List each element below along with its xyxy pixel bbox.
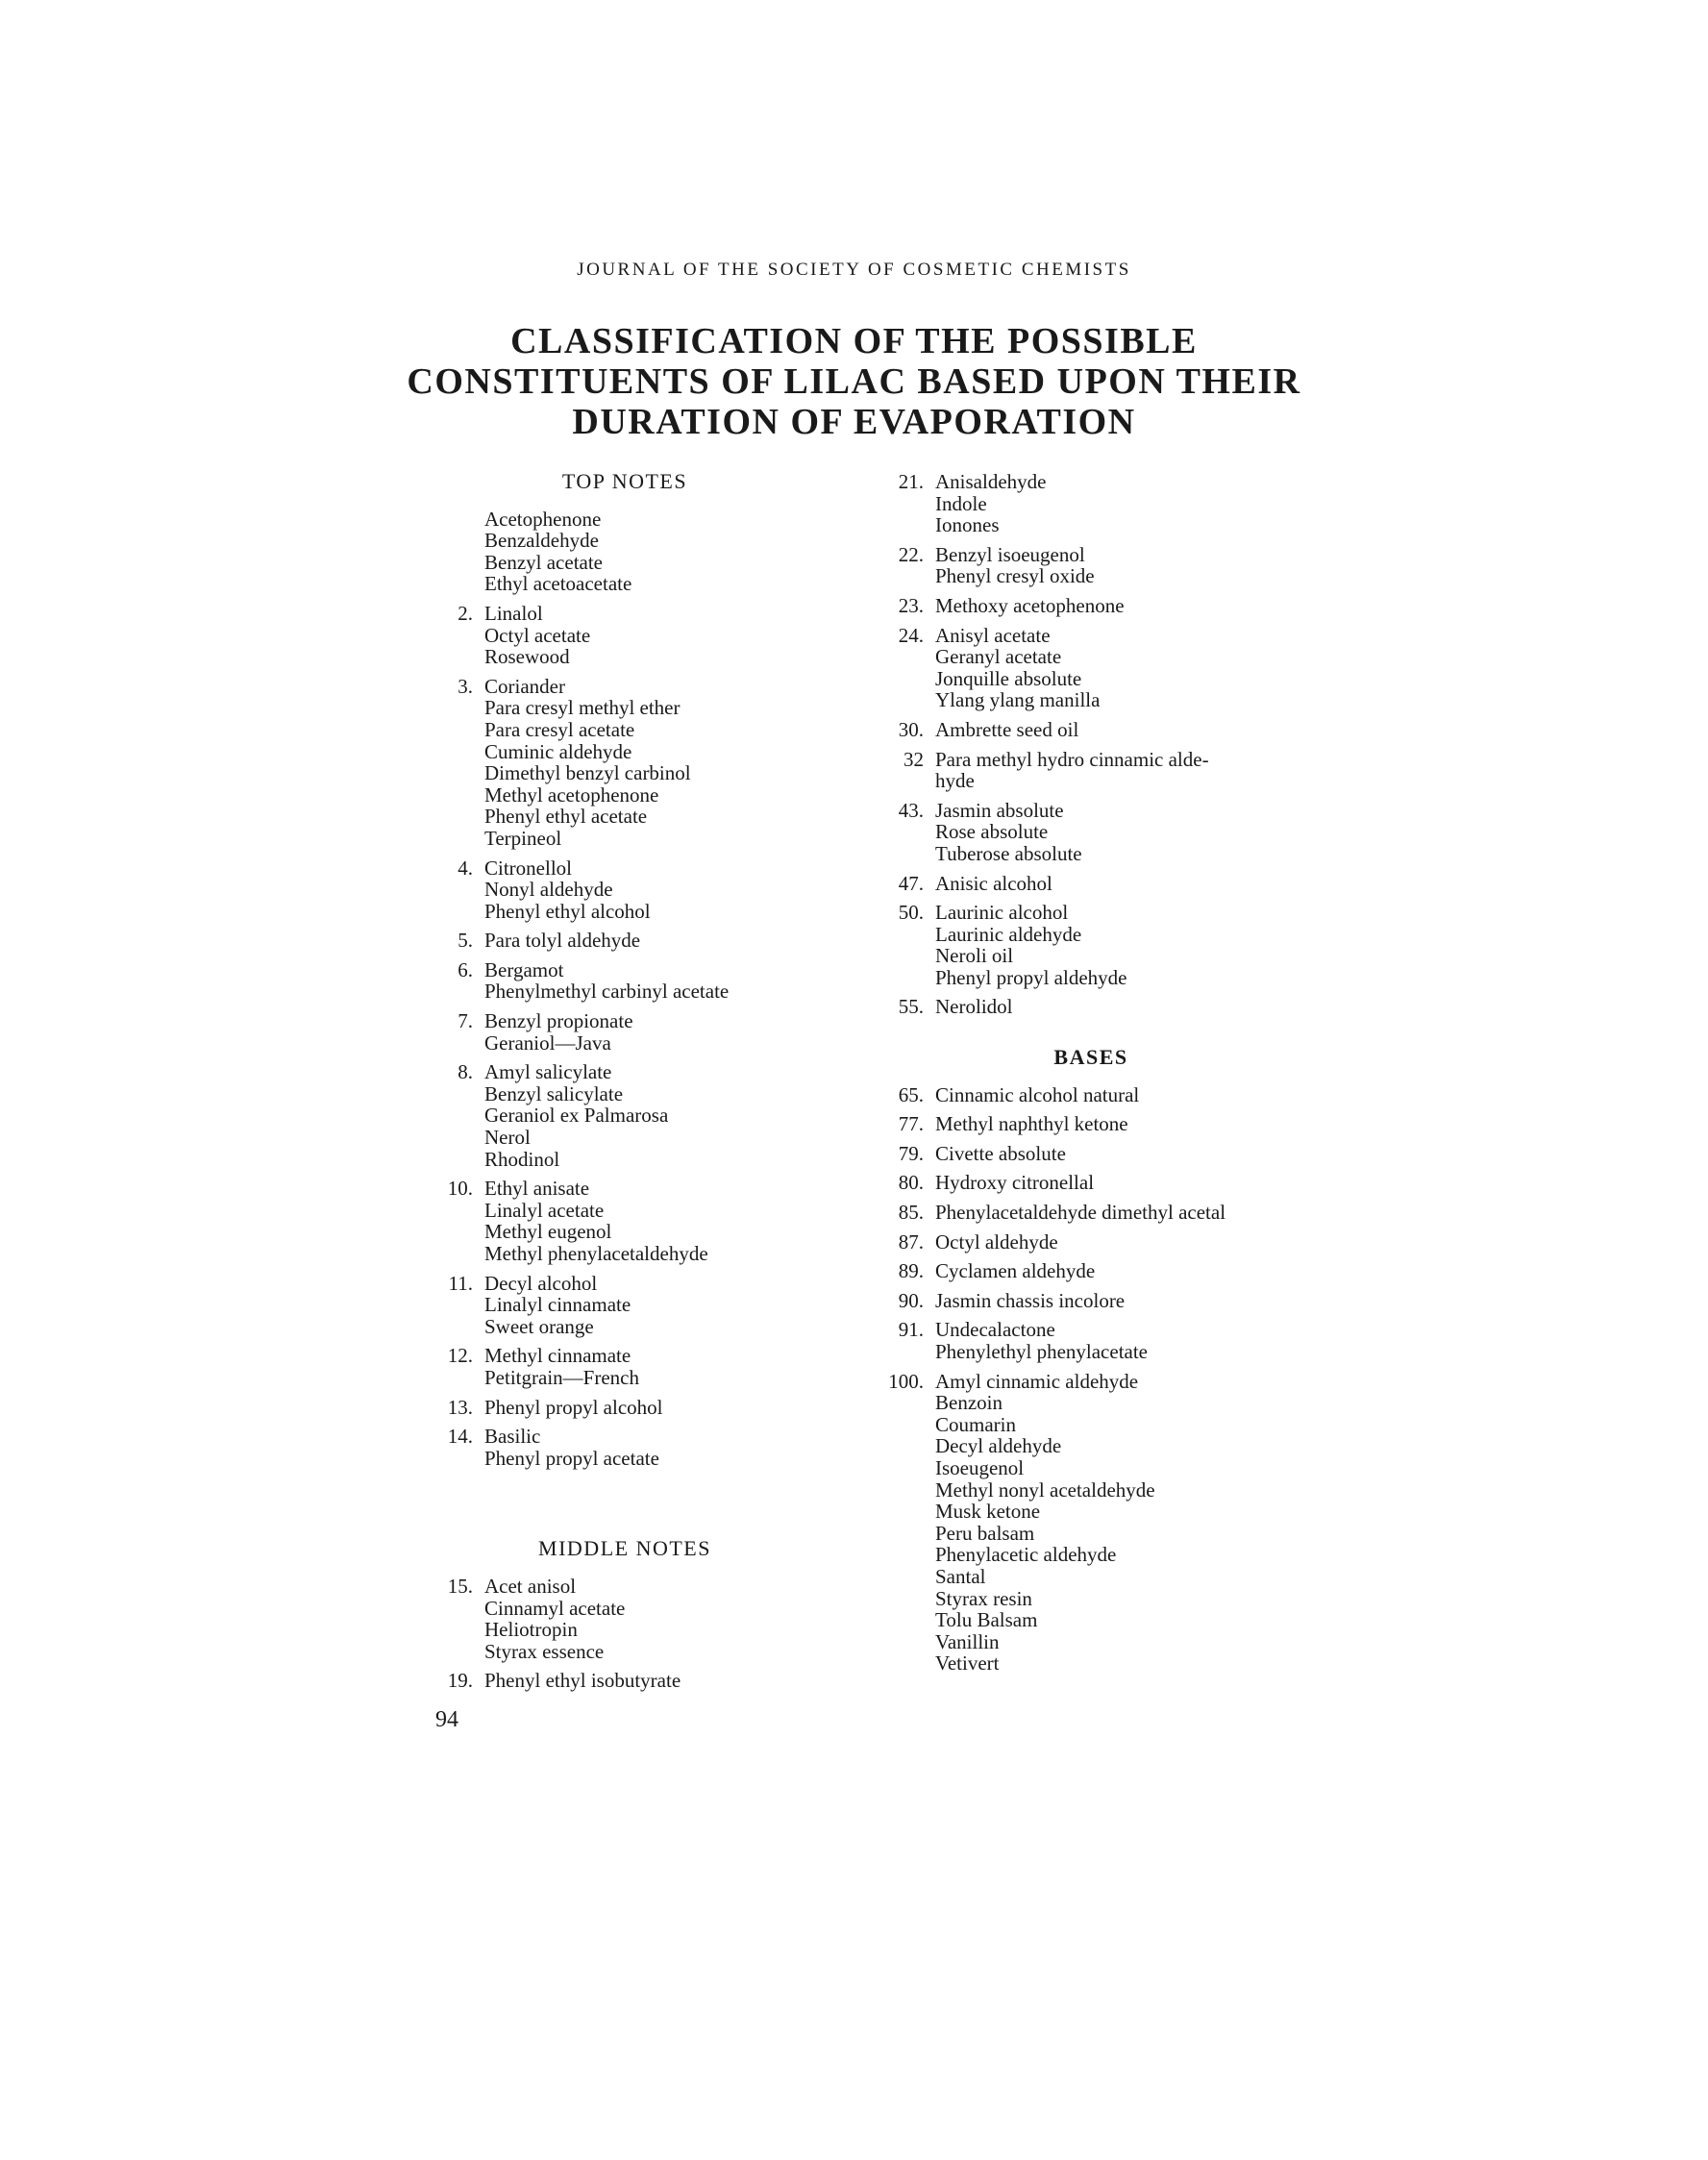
group-items xyxy=(484,930,827,952)
group-items xyxy=(484,1426,827,1469)
page-number: 94 xyxy=(435,1707,458,1732)
constituent-group xyxy=(423,857,827,923)
group-items xyxy=(935,902,1312,988)
constituent-name: Styrax resin xyxy=(935,1586,1032,1610)
constituent-group xyxy=(423,1010,827,1054)
constituent-group xyxy=(870,800,1312,865)
group-items xyxy=(484,1178,827,1264)
constituent-group xyxy=(870,1231,1312,1254)
constituent-name: Anisic alcohol xyxy=(935,871,1052,895)
constituent-name: Heliotropin xyxy=(484,1618,578,1642)
constituent-group xyxy=(870,902,1312,988)
constituent-name: Phenyl ethyl acetate xyxy=(484,805,648,829)
group-number: 5. xyxy=(458,929,473,953)
constituent-group xyxy=(870,1290,1312,1312)
article-title xyxy=(0,321,1708,442)
group-number: 6. xyxy=(458,957,473,981)
constituent-name: Styrax essence xyxy=(484,1639,605,1663)
constituent-group xyxy=(423,1273,827,1338)
constituent-name: Ethyl anisate xyxy=(484,1177,590,1201)
constituent-name: Neroli oil xyxy=(935,944,1014,968)
group-items xyxy=(935,1084,1312,1106)
constituent-name: Methyl nonyl acetaldehyde xyxy=(935,1477,1155,1502)
constituent-group xyxy=(870,544,1312,587)
constituent-name: Rose absolute xyxy=(935,820,1049,844)
group-number: 15. xyxy=(447,1574,473,1598)
constituent-name: Indole xyxy=(935,491,987,515)
group-number: 10. xyxy=(447,1177,473,1201)
constituent-name: Anisyl acetate xyxy=(935,623,1051,647)
group-number: 55. xyxy=(898,995,924,1019)
constituent-name: Benzyl acetate xyxy=(484,550,604,574)
constituent-name: Phenylacetic aldehyde xyxy=(935,1543,1117,1567)
constituent-name: Tuberose absolute xyxy=(935,841,1082,865)
title-line: CONSTITUENTS OF LILAC BASED UPON THEIR xyxy=(407,361,1301,402)
constituent-name: Para cresyl acetate xyxy=(484,717,635,741)
constituent-name: Phenylacetaldehyde dimethyl acetal xyxy=(935,1201,1226,1225)
constituent-name: Ethyl acetoacetate xyxy=(484,572,632,596)
constituent-name: Terpineol xyxy=(484,826,562,850)
constituent-name: Hydroxy citronellal xyxy=(935,1171,1095,1195)
constituent-name: Ambrette seed oil xyxy=(935,717,1079,741)
constituent-group xyxy=(870,471,1312,536)
constituent-name: Para methyl hydro cinnamic alde- xyxy=(935,747,1209,771)
constituent-name: Benzyl isoeugenol xyxy=(935,542,1085,566)
constituent-name: Coriander xyxy=(484,674,565,698)
group-items xyxy=(935,719,1312,741)
group-items xyxy=(484,1345,827,1388)
constituent-name: Rosewood xyxy=(484,645,570,669)
constituent-group xyxy=(870,1260,1312,1282)
group-number: 21. xyxy=(898,470,924,493)
group-items xyxy=(935,1231,1312,1254)
constituent-name: Benzaldehyde xyxy=(484,529,599,553)
group-items xyxy=(484,603,827,668)
group-items xyxy=(484,509,827,595)
constituent-group xyxy=(423,603,827,668)
constituent-name: Para cresyl methyl ether xyxy=(484,696,681,720)
group-number: 89. xyxy=(898,1259,924,1283)
constituent-name: Benzoin xyxy=(935,1391,1003,1415)
constituent-name: Linalol xyxy=(484,601,543,625)
constituent-name: Rhodinol xyxy=(484,1147,560,1171)
constituent-name: Geraniol—Java xyxy=(484,1030,611,1055)
group-number: 14. xyxy=(447,1425,473,1449)
group-items xyxy=(484,1010,827,1054)
group-number: 3. xyxy=(458,674,473,698)
group-items xyxy=(935,1290,1312,1312)
bases-heading: BASES xyxy=(1053,1045,1128,1070)
group-number: 2. xyxy=(458,601,473,625)
constituent-group xyxy=(870,1084,1312,1106)
group-number: 32 xyxy=(904,747,924,771)
group-items xyxy=(484,1670,827,1692)
constituent-name: Methyl cinnamate xyxy=(484,1344,631,1368)
group-items xyxy=(935,749,1312,792)
group-items xyxy=(484,676,827,850)
group-items xyxy=(935,1319,1312,1362)
constituent-name: Benzyl propionate xyxy=(484,1009,633,1033)
constituent-name: Jasmin absolute xyxy=(935,798,1064,822)
constituent-name: Acetophenone xyxy=(484,507,602,531)
constituent-name: Jonquille absolute xyxy=(935,666,1082,690)
group-number: 19. xyxy=(447,1669,473,1693)
constituent-group xyxy=(423,676,827,850)
group-number: 30. xyxy=(898,717,924,741)
constituent-name: Citronellol xyxy=(484,856,572,880)
group-items xyxy=(935,1371,1312,1675)
constituent-name: Peru balsam xyxy=(935,1521,1035,1545)
constituent-name: Musk ketone xyxy=(935,1500,1041,1524)
constituent-name: Sweet orange xyxy=(484,1314,594,1338)
constituent-name: Phenylmethyl carbinyl acetate xyxy=(484,980,730,1004)
group-items xyxy=(484,959,827,1003)
group-number: 80. xyxy=(898,1171,924,1195)
group-items xyxy=(935,544,1312,587)
constituent-name: Phenyl propyl acetate xyxy=(484,1446,659,1470)
constituent-name: Laurinic aldehyde xyxy=(935,922,1082,946)
middle-notes-heading: MIDDLE NOTES xyxy=(538,1536,711,1561)
constituent-name: Undecalactone xyxy=(935,1318,1055,1342)
group-items xyxy=(484,1576,827,1662)
constituent-name: Vanillin xyxy=(935,1629,1000,1653)
constituent-name: Linalyl acetate xyxy=(484,1198,605,1222)
group-number: 91. xyxy=(898,1318,924,1342)
constituent-name: Methyl phenylacetaldehyde xyxy=(484,1242,708,1265)
top-notes-heading: TOP NOTES xyxy=(561,469,688,493)
constituent-name: Octyl aldehyde xyxy=(935,1229,1058,1254)
constituent-name: Nerol xyxy=(484,1126,531,1150)
constituent-name: Decyl aldehyde xyxy=(935,1434,1062,1458)
constituent-name: Tolu Balsam xyxy=(935,1608,1038,1632)
constituent-group xyxy=(423,509,827,595)
group-number xyxy=(423,509,484,595)
constituent-name: Benzyl salicylate xyxy=(484,1081,624,1105)
group-items xyxy=(935,1143,1312,1165)
constituent-group xyxy=(870,996,1312,1018)
group-number: 65. xyxy=(898,1082,924,1106)
group-items xyxy=(484,1061,827,1170)
constituent-name: Cuminic aldehyde xyxy=(484,739,632,763)
constituent-name: Acet anisol xyxy=(484,1574,577,1598)
constituent-group xyxy=(870,1319,1312,1362)
constituent-name: Phenyl propyl alcohol xyxy=(484,1395,663,1419)
constituent-name: Decyl alcohol xyxy=(484,1271,598,1295)
constituent-name: Vetivert xyxy=(935,1651,1000,1676)
top-notes-list xyxy=(423,509,827,1470)
constituent-name: Nerolidol xyxy=(935,995,1013,1019)
constituent-name: Ionones xyxy=(935,513,1000,537)
constituent-group xyxy=(423,959,827,1003)
group-items xyxy=(484,1397,827,1419)
constituent-name: Phenyl ethyl alcohol xyxy=(484,899,651,923)
group-number: 43. xyxy=(898,798,924,822)
constituent-group xyxy=(870,1172,1312,1194)
group-number: 13. xyxy=(447,1395,473,1419)
constituent-group xyxy=(870,595,1312,617)
constituent-name: Basilic xyxy=(484,1425,541,1449)
constituent-name: Amyl cinnamic aldehyde xyxy=(935,1369,1139,1393)
group-number: 4. xyxy=(458,856,473,880)
constituent-group xyxy=(870,1143,1312,1165)
constituent-group xyxy=(423,1576,827,1662)
constituent-group xyxy=(423,1178,827,1264)
constituent-name: Octyl acetate xyxy=(484,623,591,647)
constituent-name: Linalyl cinnamate xyxy=(484,1293,631,1317)
constituent-group xyxy=(870,719,1312,741)
group-items xyxy=(935,1172,1312,1194)
constituent-name: Laurinic alcohol xyxy=(935,901,1069,925)
group-number: 7. xyxy=(458,1009,473,1033)
group-items xyxy=(935,1202,1312,1224)
right-column xyxy=(870,471,1312,1682)
constituent-name: Phenylethyl phenylacetate xyxy=(935,1340,1149,1363)
group-number: 87. xyxy=(898,1229,924,1254)
group-number: 85. xyxy=(898,1201,924,1225)
constituent-name: Isoeugenol xyxy=(935,1455,1025,1479)
constituent-group xyxy=(870,1202,1312,1224)
constituent-name: Bergamot xyxy=(484,957,564,981)
constituent-group xyxy=(423,1670,827,1692)
group-number: 23. xyxy=(898,593,924,617)
group-items xyxy=(935,625,1312,711)
group-number: 90. xyxy=(898,1288,924,1312)
middle-notes-list-right xyxy=(870,471,1312,1018)
middle-notes-list-left xyxy=(423,1576,827,1692)
constituent-group xyxy=(423,1345,827,1388)
group-number: 24. xyxy=(898,623,924,647)
group-number: 79. xyxy=(898,1141,924,1165)
constituent-name: Para tolyl aldehyde xyxy=(484,929,641,953)
constituent-group xyxy=(870,873,1312,895)
group-number: 22. xyxy=(898,542,924,566)
constituent-name: Dimethyl benzyl carbinol xyxy=(484,761,691,785)
constituent-name: Cinnamic alcohol natural xyxy=(935,1082,1140,1106)
constituent-group xyxy=(423,930,827,952)
group-number: 50. xyxy=(898,901,924,925)
group-items xyxy=(935,1113,1312,1135)
constituent-name: Methoxy acetophenone xyxy=(935,593,1125,617)
group-number: 77. xyxy=(898,1112,924,1136)
group-number: 12. xyxy=(447,1344,473,1368)
constituent-name: hyde xyxy=(935,769,975,793)
constituent-group xyxy=(423,1061,827,1170)
constituent-group xyxy=(870,625,1312,711)
constituent-name: Ylang ylang manilla xyxy=(935,688,1101,712)
running-head: JOURNAL OF THE SOCIETY OF COSMETIC CHEMISTS xyxy=(577,260,1131,280)
constituent-name: Methyl acetophenone xyxy=(484,782,659,807)
constituent-name: Coumarin xyxy=(935,1412,1016,1436)
group-number: 100. xyxy=(888,1369,924,1393)
constituent-name: Cyclamen aldehyde xyxy=(935,1259,1096,1283)
title-line: DURATION OF EVAPORATION xyxy=(572,402,1136,442)
constituent-name: Anisaldehyde xyxy=(935,470,1047,493)
group-items xyxy=(935,873,1312,895)
constituent-name: Methyl naphthyl ketone xyxy=(935,1112,1128,1136)
constituent-name: Jasmin chassis incolore xyxy=(935,1288,1126,1312)
left-column xyxy=(423,471,827,1700)
constituent-name: Geranyl acetate xyxy=(935,645,1062,669)
constituent-group xyxy=(870,749,1312,792)
group-items xyxy=(935,595,1312,617)
bases-list xyxy=(870,1084,1312,1675)
constituent-group xyxy=(870,1113,1312,1135)
title-line: CLASSIFICATION OF THE POSSIBLE xyxy=(510,321,1198,361)
group-number: 47. xyxy=(898,871,924,895)
group-number: 11. xyxy=(448,1271,473,1295)
group-items xyxy=(935,1260,1312,1282)
group-items xyxy=(935,471,1312,536)
constituent-name: Amyl salicylate xyxy=(484,1060,612,1084)
constituent-name: Petitgrain—French xyxy=(484,1365,639,1389)
group-number: 8. xyxy=(458,1060,473,1084)
constituent-group xyxy=(870,1371,1312,1675)
group-items xyxy=(935,996,1312,1018)
constituent-name: Methyl eugenol xyxy=(484,1220,612,1244)
group-items xyxy=(484,857,827,923)
constituent-name: Phenyl ethyl isobutyrate xyxy=(484,1669,681,1693)
constituent-name: Nonyl aldehyde xyxy=(484,878,613,902)
constituent-name: Santal xyxy=(935,1564,986,1588)
constituent-group xyxy=(423,1397,827,1419)
constituent-name: Cinnamyl acetate xyxy=(484,1596,626,1620)
constituent-name: Civette absolute xyxy=(935,1141,1066,1165)
group-items xyxy=(935,800,1312,865)
constituent-name: Phenyl propyl aldehyde xyxy=(935,965,1127,989)
constituent-name: Phenyl cresyl oxide xyxy=(935,564,1095,588)
constituent-group xyxy=(423,1426,827,1469)
group-items xyxy=(484,1273,827,1338)
constituent-name: Geraniol ex Palmarosa xyxy=(484,1104,669,1128)
